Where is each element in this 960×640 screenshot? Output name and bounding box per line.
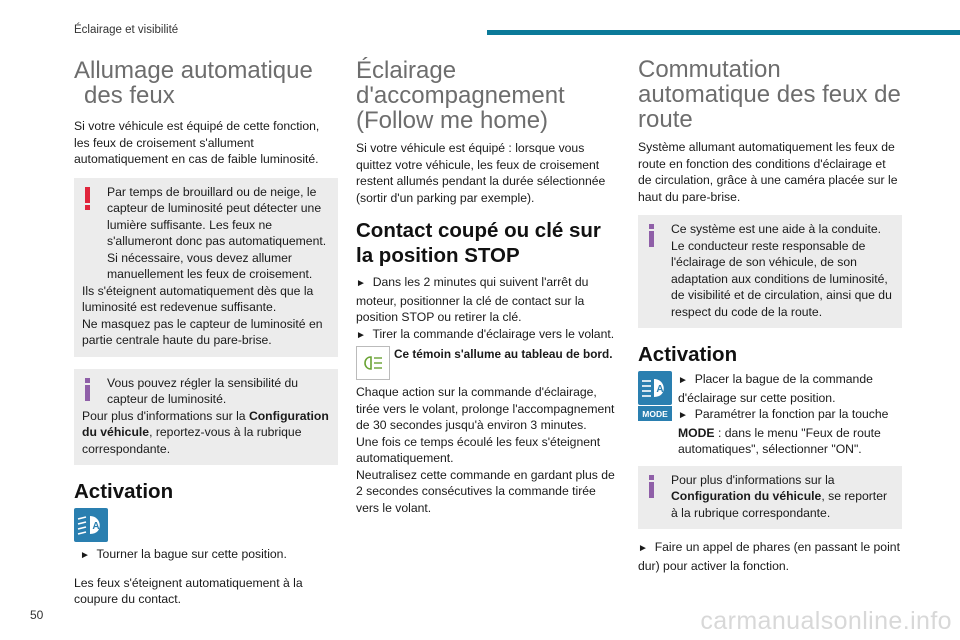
auto-lights-icon: [74, 508, 108, 542]
section-header-bar: [487, 30, 960, 35]
high-beam-step-3: [638, 539, 902, 574]
info-text-pre: Pour plus d'informations sur la: [671, 472, 835, 487]
follow-me-home-intro: Si votre véhicule est équipé : lorsque vous quittez votre véhicule, les feux de croisement restent allumés pendant la durée sélectionnée (sortir d'un parking par exemple).: [356, 141, 606, 205]
heading-line: Allumage automatique: [74, 57, 313, 84]
mode-button-icon: MODE: [638, 405, 672, 421]
activation-step: [74, 508, 338, 565]
info-note-2: [638, 466, 902, 530]
info-icon: [84, 378, 91, 401]
follow-text-2: Une fois ce temps écoulé les feux s'éteignent automatiquement.: [356, 434, 601, 465]
bullet-marker: ►: [678, 410, 688, 421]
follow-text-3: Neutralisez cette commande en gardant plus de 2 secondes consécutives la commande tirée vers le volant.: [356, 467, 615, 515]
auto-high-beam-intro: Système allumant automatiquement les feux de route en fonction des conditions d'éclairage et de circulation, grâce à une caméra placée sur le haut du pare-brise.: [638, 140, 898, 204]
activation-steps: [638, 371, 902, 458]
follow-text-1: Chaque action sur la commande d'éclairage, tirée vers le volant, prolonge l'accompagnement de 30 secondes jusqu'à environ 3 minutes.: [356, 385, 615, 432]
bullet-marker: ►: [356, 278, 366, 289]
info-text-bold: Configuration du véhicule: [671, 489, 822, 503]
info-icon: [648, 224, 655, 247]
activation-heading: Activation: [74, 480, 174, 503]
heading-line: route: [638, 106, 693, 133]
auto-lights-outro: Les feux s'éteignent automatiquement à la coupure du contact.: [74, 575, 303, 606]
warning-text-2: Ils s'éteignent automatiquement dès que la luminosité est redevenue suffisante.: [82, 283, 314, 314]
follow-step-2: [356, 326, 620, 345]
heading-line: (Follow me home): [356, 107, 549, 134]
activation-step-text: [80, 546, 300, 565]
high-beam-step-1: [638, 371, 902, 406]
svg-text:A: A: [656, 384, 664, 395]
info-text-1: Vous pouvez régler la sensibilité du capteur de luminosité.: [107, 375, 299, 406]
bullet-text-post: : dans le menu "Feux de route automatiques", sélectionner "ON".: [678, 425, 881, 456]
heading-line: des feux: [84, 82, 175, 109]
auto-high-beam-icon: [638, 371, 672, 405]
warning-text-3: Ne masquez pas le capteur de luminosité en partie centrale haute du pare-brise.: [82, 316, 323, 347]
info-text-pre: Pour plus d'informations sur la: [82, 408, 249, 423]
follow-me-home-lamp-icon: [356, 346, 390, 380]
info-text-bold: Configuration du véhicule: [82, 408, 329, 439]
column-auto-high-beam: [638, 52, 902, 574]
auto-high-beam-heading: [638, 57, 902, 132]
warning-icon: [84, 187, 91, 210]
follow-me-home-heading: [356, 58, 620, 133]
bullet-text-bold: MODE: [678, 425, 715, 440]
info-text-post: , reportez-vous à la rubrique correspondante.: [82, 425, 302, 456]
activation-heading: Activation: [638, 343, 738, 366]
warning-note: [74, 178, 338, 357]
high-beam-step-2: [638, 406, 902, 458]
bullet-marker: ►: [356, 329, 366, 341]
lamp-caption: Ce témoin s'allume au tableau de bord.: [394, 347, 613, 361]
heading-line: d'accompagnement: [356, 82, 565, 109]
info-note: [74, 369, 338, 466]
follow-step-1: [356, 274, 620, 326]
lamp-indicator-row: [356, 346, 620, 380]
heading-line: automatique des feux de: [638, 81, 901, 108]
column-auto-lights: [74, 52, 338, 608]
bullet-text: Placer la bague de la commande d'éclairage sur cette position.: [678, 372, 873, 405]
info-text-post: , se reporter à la rubrique correspondante.: [671, 489, 888, 520]
heading-line: Éclairage: [356, 57, 457, 84]
contact-off-heading: Contact coupé ou clé sur la position STOP: [356, 219, 601, 267]
bullet-text: Dans les 2 minutes qui suivent l'arrêt du moteur, positionner la clé de contact sur la position STOP ou retirer la clé.: [356, 275, 589, 324]
page-number: 50: [30, 608, 44, 622]
svg-text:A: A: [92, 521, 100, 532]
bullet-text: Faire un appel de phares (en passant le point dur) pour activer la fonction.: [638, 540, 900, 573]
bullet-text: Tourner la bague sur cette position.: [96, 547, 287, 561]
info-text: Ce système est une aide à la conduite. Le conducteur reste responsable de l'éclairage de son véhicule, de son adaptation aux conditions de luminosité, de visibilité et de circulation, ainsi que du respect du code de la route.: [671, 222, 892, 319]
section-header-title: Éclairage et visibilité: [74, 24, 179, 36]
auto-lights-heading: [74, 58, 338, 108]
info-note: [638, 215, 902, 328]
bullet-marker: ►: [80, 550, 90, 561]
bullet-text-pre: Paramétrer la fonction par la touche: [694, 407, 889, 421]
activation-icons: [638, 371, 672, 421]
heading-line: Commutation: [638, 56, 781, 83]
info-text-2: [646, 472, 894, 522]
bullet-text: Tirer la commande d'éclairage vers le volant.: [372, 326, 615, 341]
warning-text-1: Par temps de brouillard ou de neige, le capteur de luminosité peut détecter une lumière suffisante. Les feux ne s'allumeront donc pas automatiquement. Si nécessaire, vous devez allumer manuellement les feux de croisement.: [107, 184, 327, 281]
watermark: carmanualsonline.info: [700, 607, 952, 635]
auto-lights-intro: Si votre véhicule est équipé de cette fonction, les feux de croisement s'allument automatiquement en cas de faible luminosité.: [74, 119, 320, 166]
bullet-marker: ►: [638, 543, 648, 554]
info-text-2: [82, 408, 330, 458]
info-icon: [648, 475, 655, 498]
column-follow-me-home: [356, 52, 620, 516]
bullet-marker: ►: [678, 375, 688, 386]
